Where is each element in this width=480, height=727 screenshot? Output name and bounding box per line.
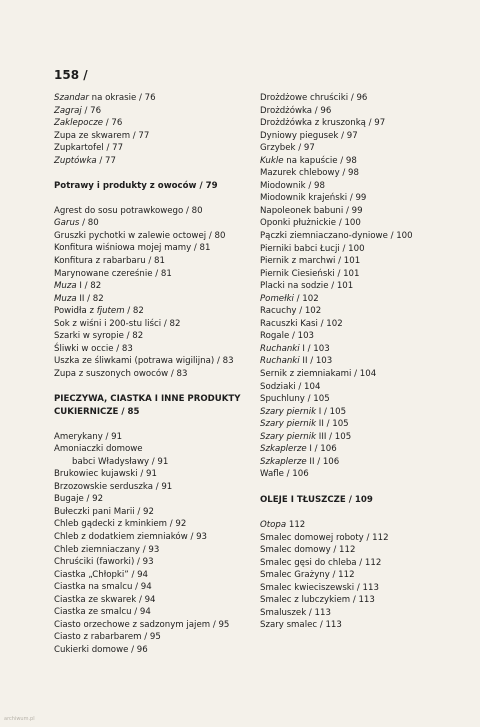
index-entry	[260, 230, 460, 243]
entry-text: Zupa ze skwarem / 77	[54, 130, 150, 141]
index-entry	[54, 368, 259, 381]
entry-text: Agrest do sosu potrawkowego / 80	[54, 205, 203, 216]
entry-text: Zupa z suszonych owoców / 83	[54, 368, 188, 379]
entry-text: Szary smalec / 113	[260, 620, 342, 631]
entry-text: Grzybek / 97	[260, 143, 315, 154]
section-heading	[54, 406, 259, 419]
index-entry	[260, 519, 460, 532]
entry-text: Dyniowy piegusek / 97	[260, 130, 358, 141]
index-entry	[260, 594, 460, 607]
entry-text: Miodownik / 98	[260, 180, 325, 191]
entry-text: / 102	[293, 293, 319, 304]
index-entry	[260, 355, 460, 368]
index-entry	[260, 130, 460, 143]
entry-text: Ciasto z rabarbarem / 95	[54, 632, 161, 643]
entry-text: I / 82	[76, 281, 102, 292]
entry-text: II / 103	[299, 356, 333, 367]
entry-text: babci Władysławy / 91	[72, 456, 169, 467]
entry-text: Napoleonek babuni / 99	[260, 205, 363, 216]
entry-text: Zupkartofel / 77	[54, 143, 124, 154]
index-entry	[260, 92, 460, 105]
index-entry	[54, 293, 259, 306]
index-entry	[260, 280, 460, 293]
index-entry	[54, 644, 259, 657]
entry-text: Ciastka na smalcu / 94	[54, 582, 152, 593]
entry-text: Ciasto orzechowe z sadzonym jajem / 95	[54, 619, 230, 630]
entry-text: Pierniki babci Łucji / 100	[260, 243, 365, 254]
entry-text: OLEJE I TŁUSZCZE / 109	[260, 494, 373, 505]
index-entry	[260, 192, 460, 205]
entry-text: Powidła z	[54, 306, 97, 317]
entry-text: Miodownik krajeński / 99	[260, 193, 367, 204]
entry-text: Racuszki Kasi / 102	[260, 318, 343, 329]
entry-text: CUKIERNICZE / 85	[54, 406, 140, 417]
entry-text: Bułeczki pani Marii / 92	[54, 506, 154, 517]
entry-text: Smaluszek / 113	[260, 607, 331, 618]
entry-text: Ciastka ze smalcu / 94	[54, 607, 151, 618]
index-entry	[260, 368, 460, 381]
entry-text: Konfitura z rabarbaru / 81	[54, 256, 165, 267]
section-heading	[54, 180, 259, 193]
section-heading	[260, 494, 460, 507]
entry-text: II / 106	[306, 456, 340, 467]
index-entry	[54, 456, 259, 469]
index-entry	[260, 105, 460, 118]
entry-text: Chruściki (faworki) / 93	[54, 557, 154, 568]
entry-text: PIECZYWA, CIASTKA I INNE PRODUKTY	[54, 393, 241, 404]
index-entry	[260, 381, 460, 394]
index-entry	[54, 343, 259, 356]
entry-text: Smalec domowy / 112	[260, 545, 356, 556]
index-entry	[54, 518, 259, 531]
index-entry	[54, 569, 259, 582]
index-entry	[260, 607, 460, 620]
index-entry	[54, 631, 259, 644]
index-entry	[260, 619, 460, 632]
entry-text: / 80	[79, 218, 99, 229]
entry-text: Racuchy / 102	[260, 306, 322, 317]
entry-text: Spuchluny / 105	[260, 394, 330, 405]
entry-text: Chleb z dodatkiem ziemniaków / 93	[54, 531, 208, 542]
index-entry	[260, 468, 460, 481]
entry-text: Bugaje / 92	[54, 494, 104, 505]
index-entry	[54, 544, 259, 557]
entry-text: Smalec domowej roboty / 112	[260, 532, 389, 543]
index-entry	[54, 619, 259, 632]
index-entry	[260, 406, 460, 419]
entry-term-italic: Szary piernik	[260, 406, 317, 417]
index-entry	[54, 305, 259, 318]
entry-text: Piernik Ciesieński / 101	[260, 268, 360, 279]
index-entry	[54, 493, 259, 506]
entry-text: Placki na sodzie / 101	[260, 281, 354, 292]
entry-text: Cukierki domowe / 96	[54, 644, 148, 655]
index-entry	[54, 330, 259, 343]
entry-text: Gruszki pychotki w zalewie octowej / 80	[54, 230, 226, 241]
entry-text: Śliwki w occie / 83	[54, 343, 133, 354]
index-entry	[54, 205, 259, 218]
index-entry	[260, 243, 460, 256]
index-entry	[54, 594, 259, 607]
entry-term-italic: fjutem	[96, 306, 125, 317]
index-entry	[260, 569, 460, 582]
index-entry	[54, 105, 259, 118]
index-entry	[260, 557, 460, 570]
index-entry	[54, 506, 259, 519]
entry-text: Drożdżówka / 96	[260, 105, 332, 116]
index-entry	[260, 305, 460, 318]
entry-text: Marynowane czereśnie / 81	[54, 268, 172, 279]
entry-text: Smalec z lubczykiem / 113	[260, 595, 375, 606]
entry-term-italic: Ruchanki	[260, 343, 300, 354]
entry-text: / 82	[124, 306, 144, 317]
entry-term-italic: Szkaplerze	[260, 444, 307, 455]
entry-text: Smalec kwieciszewski / 113	[260, 582, 379, 593]
index-entry	[260, 443, 460, 456]
index-entry	[54, 92, 259, 105]
entry-text: Rogale / 103	[260, 331, 315, 342]
entry-text: Pączki ziemniaczano-dyniowe / 100	[260, 231, 413, 242]
index-entry	[54, 268, 259, 281]
index-entry	[54, 606, 259, 619]
index-entry	[260, 330, 460, 343]
entry-term-italic: Szary piernik	[260, 419, 317, 430]
entry-text: Brukowiec kujawski / 91	[54, 469, 157, 480]
entry-term-italic: Szkaplerze	[260, 456, 307, 467]
entry-term-italic: Ruchanki	[260, 356, 300, 367]
entry-text: Amerykany / 91	[54, 431, 123, 442]
index-entry	[54, 280, 259, 293]
entry-term-italic: Kukle	[260, 155, 284, 166]
index-entry	[54, 481, 259, 494]
entry-text: Piernik z marchwi / 101	[260, 256, 361, 267]
entry-text: Drożdżowe chruściki / 96	[260, 93, 368, 103]
index-entry	[54, 531, 259, 544]
entry-term-italic: Muza	[54, 281, 77, 292]
entry-text: Oponki płużnickie / 100	[260, 218, 361, 229]
index-entry	[260, 532, 460, 545]
entry-text: Mazurek chlebowy / 98	[260, 168, 359, 179]
entry-text: Smalec Grażyny / 112	[260, 570, 355, 581]
entry-term-italic: Pomełki	[260, 293, 294, 304]
entry-text: / 77	[96, 155, 116, 166]
entry-text: I / 106	[306, 444, 337, 455]
entry-text: / 76	[81, 105, 102, 116]
entry-text: Ciastka „Chłopki” / 94	[54, 569, 149, 580]
entry-text: Uszka ze śliwkami (potrawa wigilijna) / 83	[54, 356, 234, 367]
entry-term-italic: Otopa	[260, 520, 287, 530]
entry-text: Sok z wiśni i 200-stu liści / 82	[54, 318, 181, 329]
index-entry	[260, 582, 460, 595]
section-heading	[54, 393, 259, 406]
entry-term-italic: Zuptówka	[54, 155, 97, 166]
index-entry	[54, 318, 259, 331]
entry-term-italic: Szandar	[54, 93, 89, 103]
index-entry	[54, 468, 259, 481]
index-column-right	[260, 92, 460, 632]
index-entry	[260, 205, 460, 218]
entry-text: Sodziaki / 104	[260, 381, 321, 392]
entry-text: II / 105	[316, 419, 349, 430]
entry-term-italic: Szary piernik	[260, 431, 317, 442]
entry-text: III / 105	[316, 431, 352, 442]
index-entry	[54, 242, 259, 255]
index-entry	[260, 155, 460, 168]
entry-text: Amoniaczki domowe	[54, 444, 143, 455]
entry-text: Chleb ziemniaczany / 93	[54, 544, 160, 555]
index-entry	[54, 443, 259, 456]
index-entry	[54, 117, 259, 130]
index-entry	[54, 556, 259, 569]
entry-text: na okrasie / 76	[88, 93, 156, 103]
index-entry	[260, 217, 460, 230]
index-entry	[54, 581, 259, 594]
page-number: 158 /	[54, 68, 88, 82]
index-column-left	[54, 92, 259, 656]
index-entry	[54, 230, 259, 243]
entry-text: Brzozowskie serduszka / 91	[54, 481, 173, 492]
entry-text: I / 103	[299, 343, 330, 354]
watermark: archiwum.pl	[4, 716, 35, 722]
index-entry	[260, 418, 460, 431]
entry-text: I / 105	[316, 406, 347, 417]
index-entry	[260, 268, 460, 281]
entry-text: Wafle / 106	[260, 469, 309, 480]
entry-text: Konfitura wiśniowa mojej mamy / 81	[54, 243, 211, 254]
index-entry	[54, 355, 259, 368]
index-entry	[260, 343, 460, 356]
index-entry	[260, 293, 460, 306]
index-entry	[54, 142, 259, 155]
entry-term-italic: Garus	[54, 218, 80, 229]
entry-text: Smalec gęsi do chleba / 112	[260, 557, 382, 568]
entry-term-italic: Muza	[54, 293, 77, 304]
entry-text: Chleb gądecki z kminkiem / 92	[54, 519, 187, 530]
entry-term-italic: Zagraj	[54, 105, 82, 116]
entry-text: 112	[286, 520, 306, 530]
entry-text: Drożdżówka z kruszonką / 97	[260, 118, 386, 129]
index-entry	[260, 544, 460, 557]
index-entry	[260, 393, 460, 406]
entry-text: na kapuście / 98	[283, 155, 357, 166]
index-entry	[54, 155, 259, 168]
index-entry	[54, 130, 259, 143]
entry-term-italic: Zaklepocze	[54, 118, 104, 129]
index-entry	[260, 431, 460, 444]
entry-text: Ciastka ze skwarek / 94	[54, 594, 156, 605]
entry-text: Sernik z ziemniakami / 104	[260, 369, 377, 380]
index-entry	[260, 318, 460, 331]
index-entry	[260, 167, 460, 180]
entry-text: Szarki w syropie / 82	[54, 331, 144, 342]
index-entry	[260, 117, 460, 130]
entry-text: II / 82	[76, 293, 104, 304]
index-entry	[54, 217, 259, 230]
entry-text: / 76	[103, 118, 123, 129]
entry-text: Potrawy i produkty z owoców / 79	[54, 180, 218, 191]
index-entry	[260, 180, 460, 193]
index-entry	[54, 255, 259, 268]
index-entry	[260, 142, 460, 155]
index-entry	[54, 431, 259, 444]
index-entry	[260, 255, 460, 268]
index-entry	[260, 456, 460, 469]
